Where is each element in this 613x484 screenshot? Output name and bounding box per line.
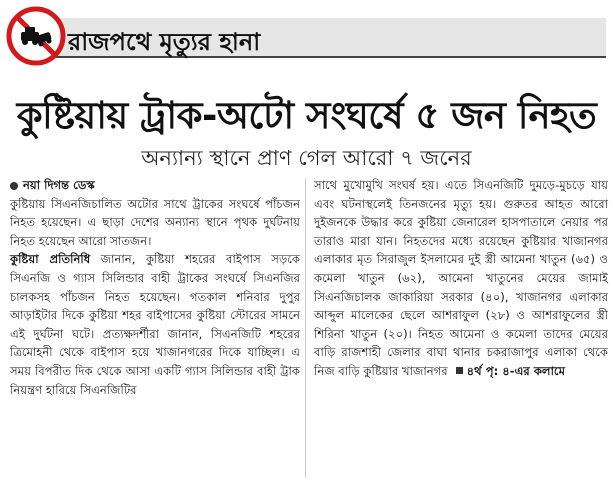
article-paragraph-3 (314, 176, 608, 381)
article-paragraph-1: কুষ্টিয়ায় সিএনজিচালিত অটোর সাথে ট্রাকের সংঘর্ষে পাঁচজন নিহত হয়েছেন। এ ছাড়া দেশের অন্যান্য স্থানে পৃথক দুর্ঘটনায় নিহত হয়েছেন আরো সাতজন। (10, 196, 300, 248)
article-column-left (10, 176, 300, 399)
article-paragraph-2-text: জানান, কুষ্টিয়া শহরের বাইপাস সড়কে সিএনজি ও গ্যাস সিলিন্ডার বাহী ট্রাকের সংঘর্ষে সিএনজির চালকসহ পাঁচজন নিহত হয়েছেন। গতকাল শনিবার দুপুর আড়াইটার দিকে কুষ্টিয়া শহর বাইপাসের কুষ্টিয়া স্টোরের সামনে এই দুর্ঘটনা ঘটে। প্রত্যক্ষদর্শীরা জানান, সিএনজিটি শহরের ত্রিমোহনী থেকে বাইপাস হয়ে খাজানগরের দিকে যাচ্ছিল। এ সময় বিপরীত দিক থেকে আসা একটি গ্যাস সিলিন্ডার বাহী ট্রাক নিয়ন্ত্রণ হারিয়ে সিএনজিটির (10, 252, 300, 397)
section-header (6, 6, 606, 66)
accident-car-logo-icon (6, 6, 66, 66)
column-divider (305, 178, 306, 478)
section-title: রাজপথে মৃত্যুর হানা (68, 28, 261, 56)
article-paragraph-2 (10, 250, 300, 399)
article-column-right (314, 176, 608, 381)
subheadline: অন্যান্য স্থানে প্রাণ গেল আরো ৭ জনের (141, 146, 472, 170)
dateline-bullet-icon (10, 182, 18, 190)
continued-square-icon (456, 367, 463, 374)
dateline: নয়া দিগন্ত ডেস্ক (10, 176, 300, 195)
article-paragraph-3-text: সাথে মুখোমুখি সংঘর্ষ হয়। এতে সিএনজিটি দুমড়ে-মুচড়ে যায় এবং ঘটনাস্থলেই তিনজনের মৃত্যু হয়। গুরুতর আহত আরো দুইজনকে উদ্ধার করে কুষ্টিয়া জেনারেল হাসপাতালে নেয়ার পর তারাও মারা যান। নিহতদের মধ্যে রয়েছেন কুষ্টিয়ার খাজানগর এলাকার মৃত সিরাজুল ইসলামের দুই স্ত্রী আমেনা খাতুন (৬৫) ও কমেলা খাতুন (৬২), আমেনা খাতুনের মেয়ের জামাই সিএনজিচালক জাকারিয়া সরকার (৪০), খাজানগর এলাকার আব্দুল মালেকের ছেলে আশরাফুল (২৮) ও আশরাফুলের স্ত্রী শিরিনা খাতুন (২০)। নিহত আমেনা ও কমেলা তাদের মেয়ের বাড়ি রাজশাহী জেলার বাঘা থানার চকরাজাপুর এলাকা থেকে নিজ বাড়ি কুষ্টিয়ার খাজানগর (314, 178, 608, 378)
headline: কুষ্টিয়ায় ট্রাক-অটো সংঘর্ষে ৫ জন নিহত (16, 94, 597, 137)
continued-notice: ৪র্থ পৃ: ৪-এর কলামে (448, 364, 565, 378)
reporter-credit: কুষ্টিয়া প্রতিনিধি (10, 252, 91, 267)
